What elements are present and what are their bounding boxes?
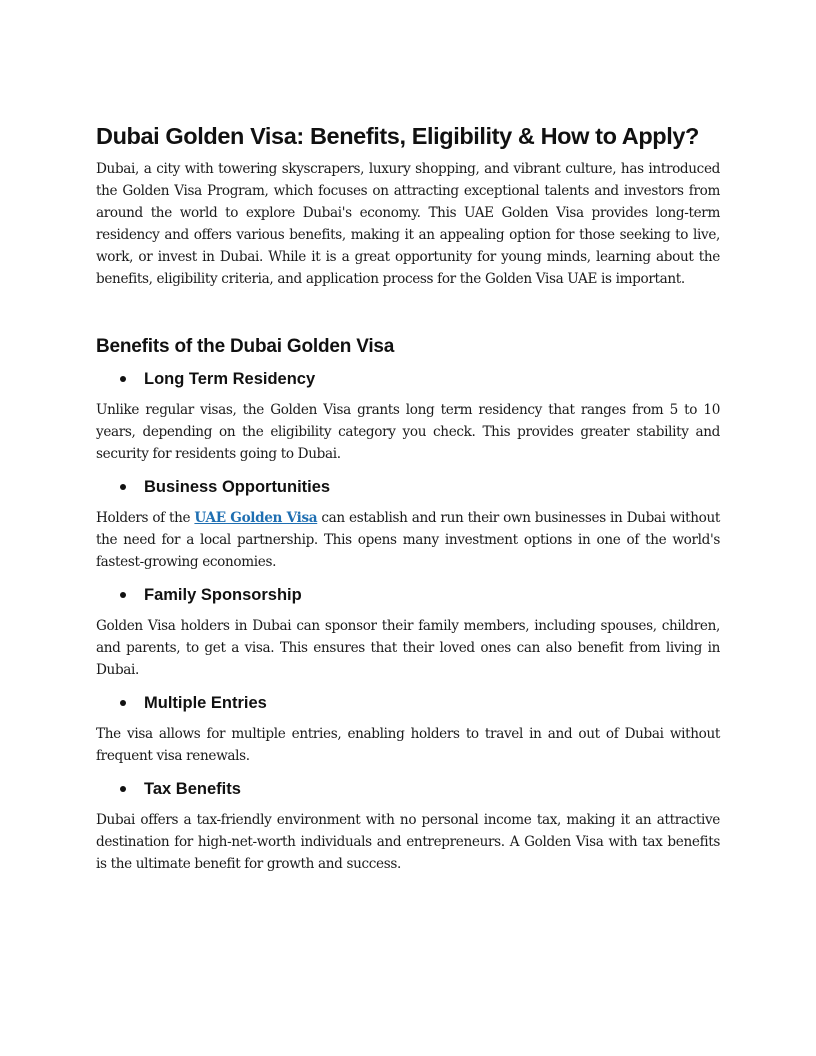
bullet-icon [120, 376, 126, 382]
document-page [96, 118, 720, 875]
benefit-item-long-term-residency [96, 366, 720, 465]
benefit-item-multiple-entries [96, 690, 720, 767]
benefit-item-tax-benefits [96, 776, 720, 875]
benefit-text: Unlike regular visas, the Golden Visa grants long term residency that ranges from 5 to 10 years, depending on the eligibility category you check. This provides greater stability and security for residents going to Dubai. [96, 402, 720, 462]
benefit-text: The visa allows for multiple entries, enabling holders to travel in and out of Dubai without frequent visa renewals. [96, 726, 720, 764]
benefits-section-heading: Benefits of the Dubai Golden Visa [96, 336, 395, 357]
benefit-text-after-link: can establish and run their own businesses in Dubai without the need for a local partnership. This opens many investment options in one of the world's fastest-growing economies. [96, 510, 721, 570]
benefit-text: Dubai offers a tax-friendly environment with no personal income tax, making it an attractive destination for high-net-worth individuals and entrepreneurs. A Golden Visa with tax benefits is the ultimate benefit for growth and success. [96, 812, 720, 872]
benefit-heading: Multiple Entries [144, 694, 267, 712]
benefit-heading: Business Opportunities [144, 478, 331, 496]
benefit-text-before-link: Holders of the [96, 510, 195, 526]
uae-golden-visa-link[interactable]: UAE Golden Visa [194, 510, 318, 526]
benefit-text: Golden Visa holders in Dubai can sponsor their family members, including spouses, children, and parents, to get a visa. This ensures that their loved ones can also benefit from living in Dubai. [96, 618, 720, 678]
page-title: Dubai Golden Visa: Benefits, Eligibility & How to Apply? [96, 123, 700, 149]
benefit-item-business-opportunities [96, 474, 720, 573]
benefit-text [96, 507, 720, 573]
bullet-icon [120, 592, 126, 598]
benefit-item-family-sponsorship [96, 582, 720, 681]
benefit-heading: Long Term Residency [144, 370, 316, 388]
bullet-icon [120, 484, 126, 490]
intro-paragraph: Dubai, a city with towering skyscrapers, luxury shopping, and vibrant culture, has introduced the Golden Visa Program, which focuses on attracting exceptional talents and investors from around the world to explore Dubai's economy. This UAE Golden Visa provides long-term residency and offers various benefits, making it an appealing option for those seeking to live, work, or invest in Dubai. While it is a great opportunity for young minds, learning about the benefits, eligibility criteria, and application process for the Golden Visa UAE is important. [96, 161, 720, 287]
bullet-icon [120, 786, 126, 792]
bullet-icon [120, 700, 126, 706]
benefit-heading: Tax Benefits [144, 780, 241, 798]
benefit-heading: Family Sponsorship [144, 586, 302, 604]
